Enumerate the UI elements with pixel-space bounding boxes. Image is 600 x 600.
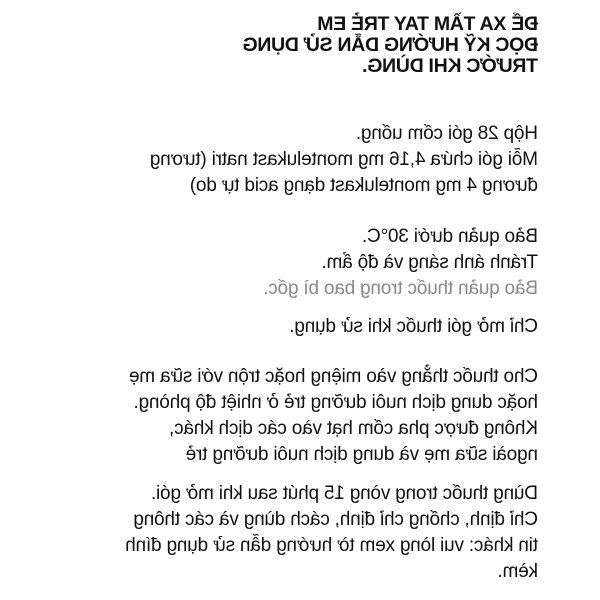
text-line: hoặc dung dịch nuôi dưỡng trẻ ở nhiệt độ phòng. — [133, 392, 538, 413]
heading-line: ĐỌC KỸ HƯỚNG DẪN SỬ DỤNG — [242, 34, 538, 56]
text-line: Hộp 28 gói cốm uống. — [356, 123, 538, 144]
text-line: Chỉ định, chống chỉ định, cách dùng và các thông — [133, 509, 538, 530]
text-line: đương 4 mg montelukast dạng acid tự do) — [189, 175, 538, 196]
text-line: Dùng thuốc trong vòng 15 phút sau khi mở gói. — [151, 483, 538, 504]
text-line: Cho thuốc thẳng vào miệng hoặc trộn với sữa mẹ — [129, 366, 538, 387]
heading-line: TRƯỚC KHI DÙNG. — [362, 55, 538, 77]
opening-paragraph — [18, 314, 538, 340]
text-line: kèm. — [497, 561, 538, 582]
composition-paragraph — [18, 121, 538, 199]
storage-paragraph — [18, 224, 538, 302]
text-line: Bảo quản dưới 30°C. — [362, 226, 538, 247]
text-line: tin khác: vui lòng xem tờ hướng dẫn sử dụng đính — [125, 535, 538, 556]
text-line: Mỗi gói chứa 4,16 mg montelukast natri (tương — [150, 149, 538, 170]
text-line: Chỉ mở gói thuốc khi sử dụng. — [289, 316, 538, 337]
text-line: Không được pha cốm hạt vào các dịch khác, — [169, 418, 538, 439]
text-line: Bảo quản thuốc trong bao bì gốc. — [263, 278, 538, 299]
text-line: Tránh ánh sáng và độ ẩm. — [321, 252, 538, 273]
usage-paragraph — [18, 481, 538, 585]
warning-heading — [58, 14, 538, 77]
administration-paragraph — [18, 364, 538, 468]
heading-line: ĐỂ XA TẦM TAY TRẺ EM — [317, 13, 538, 35]
text-line: ngoài sữa mẹ và dung dịch nuôi dưỡng trẻ — [185, 444, 538, 465]
